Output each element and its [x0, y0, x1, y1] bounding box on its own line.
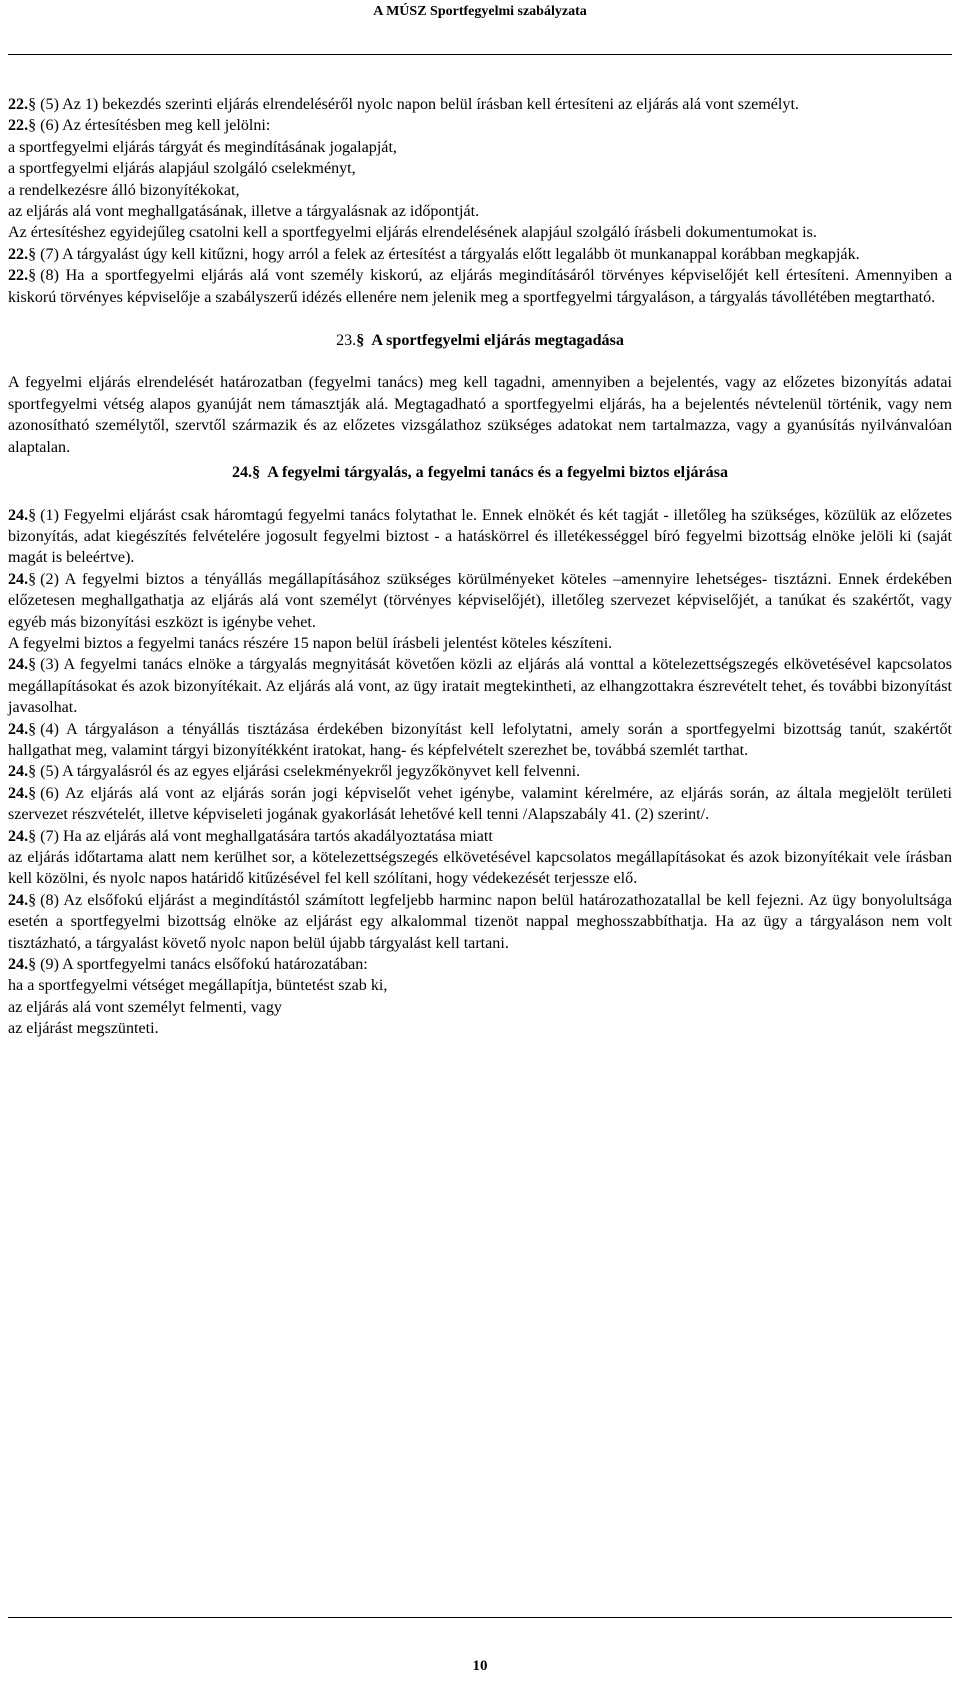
paragraph-24-4 — [8, 719, 952, 762]
section-number: 24. — [8, 656, 29, 674]
heading-number: 24. — [231, 464, 253, 482]
paragraph-text: (7) Ha az eljárás alá vont meghallgatására tartós akadályoztatása miatt — [40, 827, 493, 845]
heading-title: A sportfegyelmi eljárás megtagadása — [371, 332, 624, 350]
section-sign: § — [28, 117, 37, 135]
header-divider — [8, 54, 952, 55]
paragraph-24-6 — [8, 783, 952, 826]
section-sign: § — [28, 763, 37, 781]
paragraph-text: (8) Az elsőfokú eljárást a megindítástól számított legfeljebb harminc napon belül határozathozatallal be kell fejezni. Az ügy bonyolultsága esetén a sportfegyelmi bizottság elnöke az eljárást egy alkalommal tizenöt nappal meghosszabbíthatja. Ha az ügy a tárgyaláson nem volt tisztázható, a tárgyalást követő nyolc napon belül újabb tárgyalást kell tartani. — [8, 891, 952, 952]
page-header: A MÚSZ Sportfegyelmi szabályzata — [373, 4, 587, 19]
paragraph-22-7 — [8, 244, 952, 265]
section-number: 22. — [8, 245, 29, 263]
section-number: 22. — [8, 117, 29, 135]
paragraph-text: (4) A tárgyaláson a tényállás tisztázása érdekében bizonyítást kell lefolytatni, amely során a sportfegyelmi bizottság tanút, szakértőt hallgathat meg, valamint tárgyi bizonyítékként iratokat, hang- és képfelvételt szerezhet be, továbbá szemlét tarthat. — [8, 720, 952, 759]
paragraph-text: (6) Az eljárás alá vont az eljárás során jogi képviselőt vehet igénybe, valamint kérelmére, az eljárás során, az általa megjelölt területi szervezet részvételét, illetve képviseleti jogának gyakorlását lehetővé kell tenni /Alapszabály 41. (2) szerint/. — [8, 784, 952, 824]
page-number: 10 — [472, 1658, 488, 1674]
paragraph-24-2 — [8, 569, 952, 633]
list-item: a sportfegyelmi eljárás alapjául szolgáló cselekményt, — [8, 160, 356, 178]
heading-title: A fegyelmi tárgyalás, a fegyelmi tanács és a fegyelmi biztos eljárása — [267, 464, 729, 482]
section-number: 24. — [8, 570, 29, 588]
section-number: 24. — [8, 827, 29, 845]
paragraph-line: (9) A sportfegyelmi tanács elsőfokú határozatában: — [40, 956, 368, 974]
list-item: a rendelkezésre álló bizonyítékokat, — [8, 181, 240, 199]
paragraph-24-5 — [8, 761, 952, 782]
paragraph-24-1 — [8, 505, 952, 569]
footer-divider — [8, 1617, 952, 1618]
paragraph-text: (1) Fegyelmi eljárást csak háromtagú fegyelmi tanács folytathat le. Ennek elnökét és két tagját - illetőleg ha szükséges, közülük az előzetes bizonyítás, adat kiegészítés felvételére jogosult fegyelmi biztost - a hatáskörrel és illetékességgel bíró fegyelmi bizottság elnöke jelöli ki (saját magát is beleértve). — [8, 506, 952, 567]
paragraph-text: (7) A tárgyalást úgy kell kitűzni, hogy arról a felek az értesítést a tárgyalás előtt legalább öt munkanappal korábban megkapják. — [40, 245, 860, 263]
paragraph-24-9 — [8, 954, 952, 975]
paragraph-22-6 — [8, 115, 952, 136]
section-heading-23 — [8, 330, 952, 351]
paragraph-24-8 — [8, 890, 952, 954]
list-item: az eljárás alá vont meghallgatásának, illetve a tárgyalásnak az időpontját. — [8, 203, 480, 221]
paragraph-23: A fegyelmi eljárás elrendelését határozatban (fegyelmi tanács) meg kell tagadni, amennyiben a bejelentés, vagy az előzetes bizonyítás adatai sportfegyelmi vétség alapos gyanúját nem támasztják alá. Megtagadható a sportfegyelmi eljárás, ha a bejelentés névtelenül történik, vagy nem azonosítható személytől, szervtől származik és az előzetes vizsgálathoz szükséges adatokat nem tartalmazza, vagy a gyanúsítás nyilvánvalóan alaptalan. — [8, 374, 952, 456]
section-number: 24. — [8, 506, 29, 524]
list-item: a sportfegyelmi eljárás tárgyát és megindításának jogalapját, — [8, 138, 397, 156]
paragraph-text: (2) A fegyelmi biztos a tényállás megállapításához szükséges körülményeket köteles –amennyire lehetséges- tisztázni. Ennek érdekében előzetesen meghallgathatja az eljárás alá vont személyt (törvényes képviselőjét), illetőleg szervezet képviselőjét, a tanúkat és szakértőt, vagy egyéb más bizonyítási eszközt is igénybe vehet. — [8, 570, 952, 631]
section-number: 22. — [8, 267, 29, 285]
paragraph-text: (3) A fegyelmi tanács elnöke a tárgyalás megnyitását követően közli az eljárás alá vonttal a kötelezettségszegés elkövetésével kapcsolatos megállapításokat és azok bizonyítékait. Az eljárás alá vont, az ügy iratait megtekintheti, az elhangzottakra észrevételt tehet, és további bizonyítást javasolhat. — [8, 656, 952, 717]
paragraph-text: (5) A tárgyalásról és az egyes eljárási cselekményekről jegyzőkönyvet kell felvenni. — [40, 763, 581, 781]
paragraph-line: (6) Az értesítésben meg kell jelölni: — [40, 117, 271, 135]
paragraph-text: (5) Az 1) bekezdés szerinti eljárás elrendeléséről nyolc napon belül írásban kell értesíteni az eljárás alá vont személyt. — [40, 96, 799, 113]
section-sign: § — [28, 245, 37, 263]
section-sign: § — [28, 827, 37, 845]
section-number: 24. — [8, 891, 29, 909]
section-number: 24. — [8, 956, 29, 974]
list-item: ha a sportfegyelmi vétséget megállapítja, büntetést szab ki, — [8, 977, 388, 995]
paragraph-22-5 — [8, 94, 952, 115]
section-sign: § — [28, 720, 37, 738]
section-sign: § — [28, 506, 37, 524]
section-sign: § — [28, 784, 37, 802]
section-sign: § — [356, 332, 365, 350]
paragraph-22-8 — [8, 265, 952, 308]
paragraph-text: Az értesítéshez egyidejűleg csatolni kell a sportfegyelmi eljárás elrendelésének alapjául szolgáló írásbeli dokumentumokat is. — [8, 224, 817, 242]
section-sign: § — [28, 570, 37, 588]
section-number: 24. — [8, 763, 29, 781]
section-sign: § — [28, 891, 37, 909]
document-body — [8, 94, 952, 1040]
heading-number: 23. — [336, 332, 357, 350]
paragraph-text: A fegyelmi biztos a fegyelmi tanács részére 15 napon belül írásbeli jelentést köteles készíteni. — [8, 634, 613, 652]
section-sign: § — [28, 656, 37, 674]
section-sign: § — [252, 464, 261, 482]
paragraph-text: (8) Ha a sportfegyelmi eljárás alá vont személy kiskorú, az eljárás megindításáról törvényes képviselőjét kell értesíteni. Amennyiben a kiskorú törvényes képviselője a szabályszerű idézés ellenére nem jelenik meg a sportfegyelmi tárgyaláson, a tárgyalás távollétében megtartható. — [8, 267, 952, 306]
list-item: az eljárást megszünteti. — [8, 1020, 159, 1038]
section-sign: § — [28, 96, 37, 113]
section-sign: § — [28, 267, 37, 285]
section-sign: § — [28, 956, 37, 974]
paragraph-text: az eljárás időtartama alatt nem kerülhet sor, a kötelezettségszegés elkövetésével kapcsolatos megállapításokat és azok bizonyítékait vele írásban kell közölni, és nyolc napos határidő kitűzésével fel kell szólítani, hogy védekezését terjessze elő. — [8, 849, 952, 888]
list-item: az eljárás alá vont személyt felmenti, vagy — [8, 998, 282, 1016]
paragraph-24-7 — [8, 826, 952, 847]
section-number: 24. — [8, 720, 29, 738]
section-number: 22. — [8, 96, 29, 113]
section-number: 24. — [8, 784, 29, 802]
paragraph-24-3 — [8, 654, 952, 718]
section-heading-24 — [8, 462, 952, 483]
